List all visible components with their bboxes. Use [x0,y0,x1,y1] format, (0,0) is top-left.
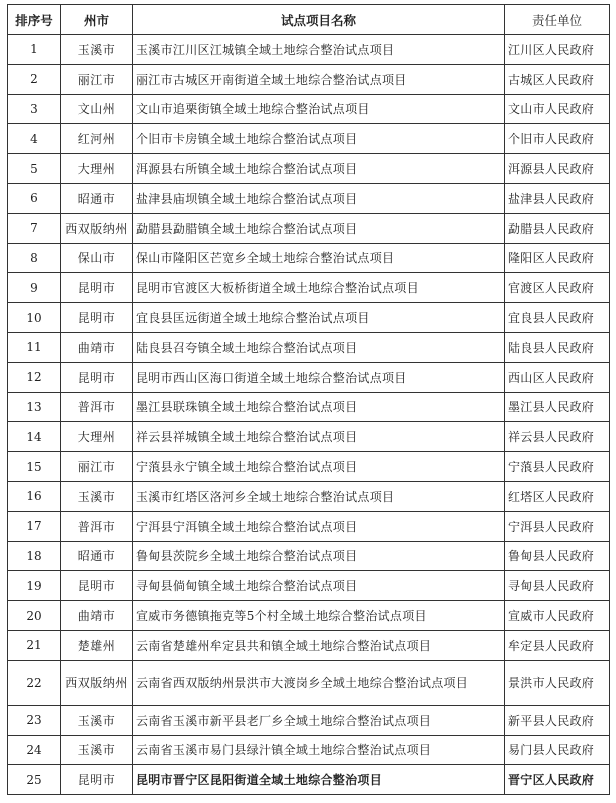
responsible-unit-cell: 宁洱县人民政府 [505,511,610,541]
project-name-cell: 寻甸县倘甸镇全域土地综合整治试点项目 [133,571,505,601]
city-cell: 大理州 [61,154,133,184]
project-name-cell: 鲁甸县茨院乡全域土地综合整治试点项目 [133,541,505,571]
city-cell: 保山市 [61,243,133,273]
rank-cell: 9 [8,273,61,303]
table-row [8,541,610,571]
responsible-unit-cell: 宜良县人民政府 [505,303,610,333]
header-row [8,5,610,35]
rank-cell: 11 [8,332,61,362]
project-name-cell: 盐津县庙坝镇全域土地综合整治试点项目 [133,183,505,213]
table-row [8,124,610,154]
rank-cell: 15 [8,452,61,482]
project-name-cell: 玉溪市红塔区洛河乡全域土地综合整治试点项目 [133,481,505,511]
table-header [8,5,610,35]
city-cell: 昆明市 [61,765,133,795]
table-row [8,35,610,65]
table-row [8,303,610,333]
project-name-cell: 云南省楚雄州牟定县共和镇全域土地综合整治试点项目 [133,630,505,660]
table-row [8,273,610,303]
pilot-project-table [7,4,610,795]
responsible-unit-cell: 宁蒗县人民政府 [505,452,610,482]
table-row [8,243,610,273]
table-row [8,660,610,705]
responsible-unit-cell: 牟定县人民政府 [505,630,610,660]
rank-cell: 23 [8,705,61,735]
rank-cell: 3 [8,94,61,124]
responsible-unit-cell: 鲁甸县人民政府 [505,541,610,571]
responsible-unit-cell: 勐腊县人民政府 [505,213,610,243]
project-name-cell: 昆明市晋宁区昆阳街道全域土地综合整治项目 [133,765,505,795]
table-row [8,332,610,362]
rank-cell: 18 [8,541,61,571]
table-row [8,64,610,94]
responsible-unit-cell: 盐津县人民政府 [505,183,610,213]
city-cell: 昆明市 [61,303,133,333]
header-project-name: 试点项目名称 [133,5,505,35]
responsible-unit-cell: 陆良县人民政府 [505,332,610,362]
table-row [8,94,610,124]
rank-cell: 7 [8,213,61,243]
project-name-cell: 洱源县右所镇全域土地综合整治试点项目 [133,154,505,184]
header-city: 州市 [61,5,133,35]
project-name-cell: 云南省玉溪市新平县老厂乡全域土地综合整治试点项目 [133,705,505,735]
table-row [8,630,610,660]
rank-cell: 19 [8,571,61,601]
responsible-unit-cell: 古城区人民政府 [505,64,610,94]
project-name-cell: 宁洱县宁洱镇全域土地综合整治试点项目 [133,511,505,541]
table-row [8,571,610,601]
table-row [8,481,610,511]
table-body [8,35,610,795]
project-name-cell: 云南省玉溪市易门县绿汁镇全域土地综合整治试点项目 [133,735,505,765]
project-name-cell: 祥云县祥城镇全域土地综合整治试点项目 [133,422,505,452]
city-cell: 昆明市 [61,362,133,392]
city-cell: 大理州 [61,422,133,452]
rank-cell: 5 [8,154,61,184]
city-cell: 曲靖市 [61,332,133,362]
responsible-unit-cell: 江川区人民政府 [505,35,610,65]
city-cell: 昆明市 [61,571,133,601]
project-name-cell: 陆良县召夸镇全域土地综合整治试点项目 [133,332,505,362]
city-cell: 丽江市 [61,452,133,482]
city-cell: 丽江市 [61,64,133,94]
responsible-unit-cell: 洱源县人民政府 [505,154,610,184]
rank-cell: 12 [8,362,61,392]
table-row [8,601,610,631]
table-row [8,392,610,422]
rank-cell: 8 [8,243,61,273]
city-cell: 玉溪市 [61,35,133,65]
city-cell: 西双版纳州 [61,660,133,705]
responsible-unit-cell: 墨江县人民政府 [505,392,610,422]
project-name-cell: 昆明市西山区海口街道全域土地综合整治试点项目 [133,362,505,392]
rank-cell: 6 [8,183,61,213]
project-name-cell: 宣威市务德镇拖克等5个村全域土地综合整治试点项目 [133,601,505,631]
city-cell: 楚雄州 [61,630,133,660]
rank-cell: 10 [8,303,61,333]
header-responsible-unit: 责任单位 [505,5,610,35]
city-cell: 昭通市 [61,183,133,213]
city-cell: 曲靖市 [61,601,133,631]
project-name-cell: 勐腊县勐腊镇全域土地综合整治试点项目 [133,213,505,243]
responsible-unit-cell: 个旧市人民政府 [505,124,610,154]
city-cell: 普洱市 [61,392,133,422]
city-cell: 玉溪市 [61,735,133,765]
table-row [8,511,610,541]
project-name-cell: 云南省西双版纳州景洪市大渡岗乡全域土地综合整治试点项目 [133,660,505,705]
table-row [8,362,610,392]
project-name-cell: 宜良县匡远街道全域土地综合整治试点项目 [133,303,505,333]
responsible-unit-cell: 晋宁区人民政府 [505,765,610,795]
table-row [8,154,610,184]
rank-cell: 16 [8,481,61,511]
table-row [8,765,610,795]
responsible-unit-cell: 红塔区人民政府 [505,481,610,511]
table-row [8,183,610,213]
project-name-cell: 丽江市古城区开南街道全域土地综合整治试点项目 [133,64,505,94]
rank-cell: 24 [8,735,61,765]
table-row [8,213,610,243]
table-row [8,422,610,452]
city-cell: 红河州 [61,124,133,154]
rank-cell: 17 [8,511,61,541]
project-name-cell: 玉溪市江川区江城镇全域土地综合整治试点项目 [133,35,505,65]
responsible-unit-cell: 祥云县人民政府 [505,422,610,452]
table-row [8,452,610,482]
rank-cell: 13 [8,392,61,422]
project-name-cell: 保山市隆阳区芒宽乡全域土地综合整治试点项目 [133,243,505,273]
city-cell: 西双版纳州 [61,213,133,243]
rank-cell: 22 [8,660,61,705]
rank-cell: 21 [8,630,61,660]
city-cell: 昭通市 [61,541,133,571]
rank-cell: 25 [8,765,61,795]
responsible-unit-cell: 西山区人民政府 [505,362,610,392]
responsible-unit-cell: 宣威市人民政府 [505,601,610,631]
rank-cell: 20 [8,601,61,631]
project-name-cell: 个旧市卡房镇全域土地综合整治试点项目 [133,124,505,154]
table-row [8,705,610,735]
responsible-unit-cell: 新平县人民政府 [505,705,610,735]
city-cell: 昆明市 [61,273,133,303]
city-cell: 玉溪市 [61,481,133,511]
city-cell: 文山州 [61,94,133,124]
responsible-unit-cell: 景洪市人民政府 [505,660,610,705]
responsible-unit-cell: 官渡区人民政府 [505,273,610,303]
rank-cell: 4 [8,124,61,154]
project-name-cell: 文山市追栗街镇全域土地综合整治试点项目 [133,94,505,124]
rank-cell: 1 [8,35,61,65]
table-row [8,735,610,765]
city-cell: 普洱市 [61,511,133,541]
responsible-unit-cell: 易门县人民政府 [505,735,610,765]
header-rank: 排序号 [8,5,61,35]
project-name-cell: 昆明市官渡区大板桥街道全域土地综合整治试点项目 [133,273,505,303]
responsible-unit-cell: 文山市人民政府 [505,94,610,124]
rank-cell: 2 [8,64,61,94]
responsible-unit-cell: 隆阳区人民政府 [505,243,610,273]
project-name-cell: 宁蒗县永宁镇全域土地综合整治试点项目 [133,452,505,482]
responsible-unit-cell: 寻甸县人民政府 [505,571,610,601]
rank-cell: 14 [8,422,61,452]
project-name-cell: 墨江县联珠镇全域土地综合整治试点项目 [133,392,505,422]
city-cell: 玉溪市 [61,705,133,735]
